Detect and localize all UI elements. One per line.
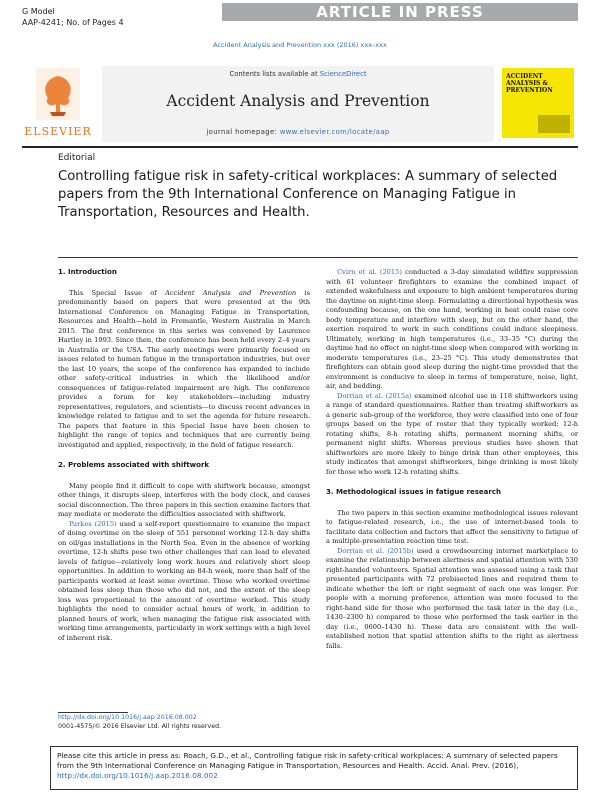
journal-title: Accident Analysis and Prevention <box>166 92 430 110</box>
top-banner <box>0 0 600 30</box>
cover-title-line-3: PREVENTION <box>506 87 553 94</box>
footnote-divider <box>58 712 128 713</box>
dorrian-a-text: examined alcohol use in 118 shiftworkers using a range of standard questionnaires. Rather than treating shiftworkers as a generic sub-group of the workforce, they were classified into one of four groups based on the type of roster that they typically worked: 12-h rotating shifts, 8-h rotating shifts, permanent morning shifts, or permanent night shifts. Whereas previous studies have shown that shiftworkers are more likely to binge drink than other employees, this study indicates that amongst shiftworkers, binge drinking is most likely for those who work 12-h rotating shifts. <box>326 391 578 476</box>
journal-name-italic: Accident Analysis and Prevention <box>165 288 297 297</box>
intro-text-a: This Special Issue of <box>69 288 166 297</box>
journal-info-box <box>102 66 494 142</box>
elsevier-wordmark: ELSEVIER <box>24 125 92 138</box>
citation-doi-link[interactable]: http://dx.doi.org/10.1016/j.aap.2016.08.002 <box>57 771 218 780</box>
journal-homepage-line <box>102 128 494 136</box>
parkes-reference-link[interactable]: Parkes (2015) <box>69 519 117 528</box>
title-divider <box>58 257 578 258</box>
journal-citation-link[interactable]: Accident Analysis and Prevention xxx (2016) xxx–xxx <box>213 41 387 49</box>
journal-header <box>22 56 578 142</box>
journal-cover-thumbnail[interactable] <box>502 68 574 138</box>
homepage-prefix: journal homepage: <box>206 128 278 136</box>
dorrian-2015b-reference-link[interactable]: Dorrian et al. (2015b) <box>337 546 414 555</box>
parkes-paragraph <box>58 520 310 644</box>
paper-title: Controlling fatigue risk in safety-critical workplaces: A summary of selected papers from the 9th International Conference on Managing Fatigue in Transportation, Resources and Health. <box>58 169 558 220</box>
shiftwork-paragraph: Many people find it difficult to cope with shiftwork because, amongst other things, it disrupts sleep, interferes with the body clock, and causes social disconnection. The three papers in this section examine factors that may mediate or moderate the difficulties associated with shiftwork. <box>58 481 310 518</box>
article-meta <box>22 6 124 28</box>
article-id: AAP-4241; <box>22 18 64 27</box>
cvirn-text: conducted a 3-day simulated wildfire suppression with 61 volunteer firefighters to examine the combined impact of extended wakefulness and exposure to high ambient temperatures during the daytime on night-time sleep. Formulating a directional hypothesis was confounding because, on the one hand, working in heat could raise core body temperature and interfere with sleep, but on the other hand, the exertion required to work in such conditions could induce sleepiness. Ultimately, working in high temperatures (i.e., 33–35 °C) during the daytime had no effect on night-time sleep when compared with working in moderate temperatures (i.e., 23–25 °C). This study demonstrates that firefighters can obtain good sleep during the night-time provided that the environment is conducive to sleep in terms of temperature, noise, light, air, and bedding. <box>326 268 578 390</box>
contents-line <box>102 70 494 78</box>
section-heading-shiftwork: 2. Problems associated with shiftwork <box>58 461 210 469</box>
right-column <box>326 268 578 651</box>
article-in-press-banner: ARTICLE IN PRESS <box>222 3 578 21</box>
cvirn-paragraph <box>326 268 578 392</box>
header-divider <box>22 146 578 148</box>
methodology-paragraph: The two papers in this section examine methodological issues relevant to fatigue-related research, i.e., the use of internet-based tools to facilitate data collection and factors that affect the sensitivity to fatigue of a multiple-presentation reaction time test. <box>326 508 578 545</box>
cover-title-line-1: ACCIDENT <box>506 73 543 80</box>
citation-box <box>50 746 578 790</box>
sciencedirect-link[interactable]: ScienceDirect <box>319 70 367 78</box>
contents-prefix: Contents lists available at <box>229 70 318 78</box>
cover-title-line-2: ANALYSIS & <box>506 80 548 87</box>
page-count: No. of Pages 4 <box>66 18 124 27</box>
copyright-notice: 0001-4575/© 2016 Elsevier Ltd. All rights reserved. <box>58 722 222 730</box>
section-heading-introduction: 1. Introduction <box>58 268 117 276</box>
left-column <box>58 268 310 643</box>
journal-homepage-link[interactable]: www.elsevier.com/locate/aap <box>279 128 390 136</box>
article-type: Editorial <box>58 153 96 163</box>
article-footer <box>58 714 310 731</box>
intro-paragraph <box>58 289 310 451</box>
g-model-label: G Model <box>22 7 55 16</box>
dorrian-2015a-reference-link[interactable]: Dorrian et al. (2015a) <box>337 391 412 400</box>
citation-text: Please cite this article in press as: Roach, G.D., et al., Controlling fatigue risk in safety-critical workplaces: A summary of selected papers from the 9th International Conference on Managing Fatigue in Transportation, Resources and Health. Accid. Anal. Prev. (2016), <box>57 751 558 770</box>
cvirn-reference-link[interactable]: Cvirn et al. (2015) <box>337 268 402 276</box>
elsevier-logo[interactable] <box>22 68 94 138</box>
cover-graphic <box>538 115 570 133</box>
dorrian-b-paragraph <box>326 547 578 652</box>
dorrian-b-text: used a crowdsourcing internet marketplace to examine the relationship between alertness and spatial attention with 530 right-handed volunteers. Spatial attention was assessed using a task that presented participants with 72 prebisected lines and required them to indicate whether the left or right segment of each one was longer. For people with a morning preference, attention was more focused to the right-hand side for those who performed the task later in the day (i.e., 1430–2300 h) compared to those who performed the task earlier in the day (i.e., 0600–1430 h). These data are consistent with the well-established notion that spatial attention shifts to the right as alertness falls. <box>326 546 578 650</box>
parkes-text: used a self-report questionnaire to examine the impact of doing overtime on the sleep of 551 personnel working 12-h day shifts on oil/gas installations in the North Sea. Even in the absence of working overtime, 12-h shifts pose two other challenges that can lead to elevated levels of fatigue—relatively long work hours and relatively short sleep opportunities. In addition to working an 84-h week, more than half of the participants worked at least some overtime. Those who worked overtime obtained less sleep than those who did not, and the extent of the sleep loss was proportional to the amount of overtime worked. This study highlights the need to consider actual hours of work, in addition to planned hours of work, when managing the fatigue risk associated with working time arrangements, particularly in work settings with a high level of inherent risk. <box>58 519 311 642</box>
elsevier-tree-icon <box>36 68 80 120</box>
doi-link[interactable]: http://dx.doi.org/10.1016/j.aap.2016.08.002 <box>58 714 197 721</box>
intro-text-b: is predominantly based on papers that were presented at the 9th International Conference on Managing Fatigue in Transportation, Resources and Health—held in Fremantle, Western Australia in March 2015. The first conference in this series was convened by Laurence Hartley in 1993. Since then, the conference has been held every 2–4 years in Australia or the USA. The early meetings were primarily focused on issues related to human fatigue in the transportation industries, but over the last 10 years, the scope of the conference has expanded to include other safety-critical industries in which the likelihood and/or consequences of fatigue-related impairment are high. The conference provides a forum for key stakeholders—including industry representatives, regulators, and scientists—to discuss recent advances in knowledge related to fatigue and to set the agenda for future research. The papers that feature in this Special Issue have been chosen to highlight the range of topics and techniques that are currently being investigated and applied, respectively, in the field of fatigue research. <box>58 288 310 449</box>
dorrian-a-paragraph <box>326 392 578 478</box>
cover-title <box>506 73 553 94</box>
section-heading-methodology: 3. Methodological issues in fatigue research <box>326 488 501 496</box>
